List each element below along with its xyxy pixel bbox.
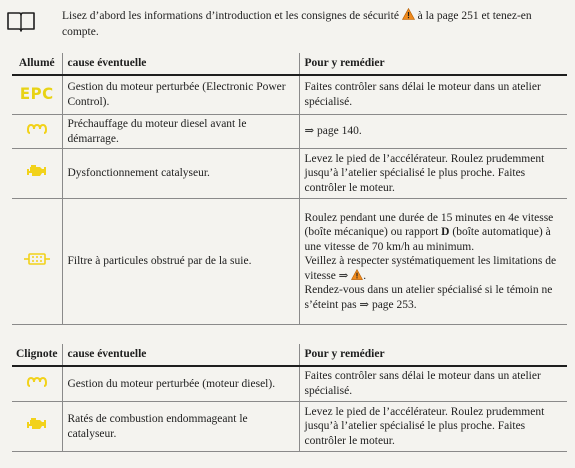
table-row [12, 75, 567, 115]
remedy-paragraph: Veillez à respecter systématiquement les limitations de vitesse ⇒ . [304, 255, 557, 282]
header-remedy: Pour y remédier [299, 53, 567, 75]
cause-cell: Filtre à particules obstrué par de la suie. [62, 199, 299, 325]
remedy-cell [299, 199, 567, 325]
cause-cell: Préchauffage du moteur diesel avant le démarrage. [62, 115, 299, 149]
header-remedy: Pour y remédier [299, 344, 567, 366]
table-header-row [12, 344, 567, 366]
remedy-cell: Levez le pied de l’accélérateur. Roulez prudemment jusqu’à l’atelier spécialisé le plus proche. Faites contrôler le moteur. [299, 149, 567, 199]
remedy-cell: Faites contrôler sans délai le moteur dans un atelier spécialisé. [299, 366, 567, 402]
particle-filter-icon [24, 252, 50, 266]
table-row [12, 199, 567, 325]
engine-icon [26, 416, 48, 432]
indicator-cell [12, 75, 62, 115]
glow-plug-icon [27, 123, 47, 135]
epc-text-icon: EPC [19, 84, 54, 103]
indicator-cell [12, 199, 62, 325]
table-clignote [12, 344, 567, 452]
remedy-text: (boîte automatique) à une vitesse de 70 km/h au minimum. [304, 226, 551, 253]
gear-d-label: D [441, 226, 450, 239]
indicator-cell [12, 149, 62, 199]
remedy-text: Veillez à respecter systématiquement les limitations de vitesse ⇒ [304, 255, 557, 282]
cause-cell: Ratés de combustion endommageant le catalyseur. [62, 402, 299, 452]
table-row [12, 115, 567, 149]
remedy-cell: Levez le pied de l’accélérateur. Roulez prudemment jusqu’à l’atelier spécialisé le plus proche. Faites contrôler le moteur. [299, 402, 567, 452]
remedy-text: Roulez pendant une durée de 15 minutes en 4e vitesse (boîte mécanique) ou rapport [304, 211, 554, 239]
cause-cell: Gestion du moteur perturbée (Electronic Power Control). [62, 75, 299, 115]
glow-plug-icon [27, 376, 47, 388]
warning-triangle-icon [351, 269, 363, 280]
header-cause: cause éventuelle [62, 53, 299, 75]
indicator-cell [12, 402, 62, 452]
indicator-cell [12, 366, 62, 402]
table-row [12, 402, 567, 452]
intro-text-before: Lisez d’abord les informations d’introduction et les consignes de sécurité [62, 10, 399, 22]
cause-cell: Dysfonctionnement catalyseur. [62, 149, 299, 199]
indicator-cell [12, 115, 62, 149]
remedy-paragraph [305, 211, 563, 255]
remedy-cell: Faites contrôler sans délai le moteur dans un atelier spécialisé. [299, 75, 567, 115]
open-book-icon [6, 10, 36, 32]
header-clignote: Clignote [12, 344, 62, 366]
remedy-paragraph: Rendez-vous dans un atelier spécialisé si le témoin ne s’éteint pas ⇒ page 253. [304, 284, 553, 311]
table-row [12, 149, 567, 199]
table-allume [12, 53, 567, 325]
remedy-cell: ⇒ page 140. [299, 115, 567, 149]
intro-text [62, 8, 568, 40]
header-allume: Allumé [12, 53, 62, 75]
table-header-row [12, 53, 567, 75]
table-row [12, 366, 567, 402]
intro-text-after: à la page 251 et tenez-en compte. [62, 10, 532, 38]
intro [6, 8, 568, 42]
engine-icon [26, 163, 48, 179]
warning-triangle-icon [402, 8, 415, 20]
cause-cell: Gestion du moteur perturbée (moteur diesel). [62, 366, 299, 402]
header-cause: cause éventuelle [62, 344, 299, 366]
